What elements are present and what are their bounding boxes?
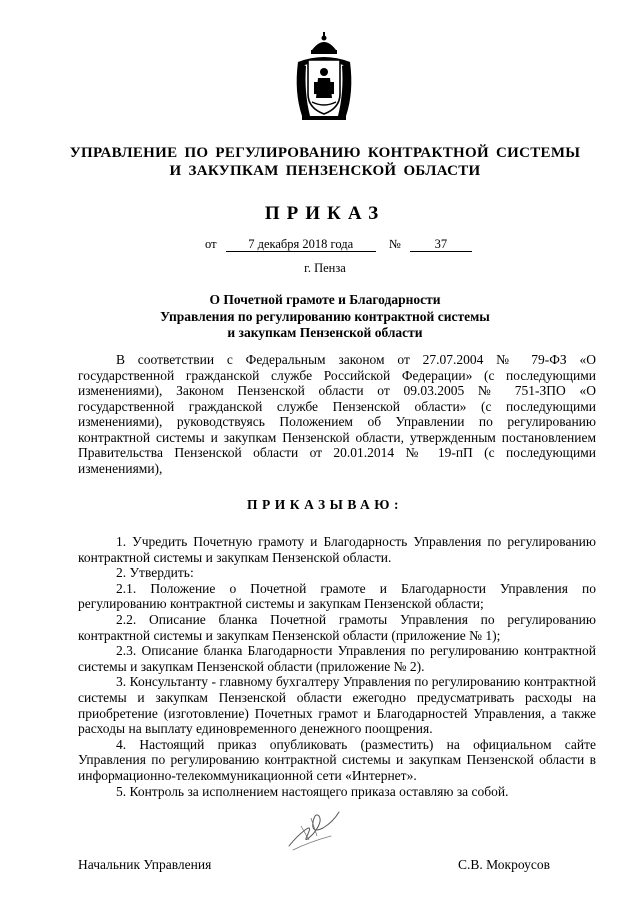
order-date: 7 декабря 2018 года (226, 237, 376, 252)
order-directive-heading: ПРИКАЗЫВАЮ: (247, 497, 403, 512)
organization-name-line1: УПРАВЛЕНИЕ ПО РЕГУЛИРОВАНИЮ КОНТРАКТНОЙ СИСТЕМЫ (69, 145, 581, 161)
city: г. Пенза (304, 261, 346, 275)
document-type-title: ПРИКАЗ (264, 203, 386, 224)
handwritten-signature (283, 806, 343, 854)
order-items (78, 534, 596, 799)
order-item: 2. Утвердить: (116, 565, 194, 581)
order-item: 2.1. Положение о Почетной грамоте и Благодарности Управления по регулированию контрактной системы и закупкам Пензенской области; (78, 580, 596, 612)
subject-line: О Почетной грамоте и Благодарности (209, 292, 441, 307)
order-item: 5. Контроль за исполнением настоящего приказа оставляю за собой. (116, 783, 509, 799)
order-item: 2.3. Описание бланка Благодарности Управления по регулированию контрактной системы и закупкам Пензенской области (приложение № 2). (78, 643, 596, 674)
order-number: 37 (410, 237, 472, 252)
order-item: 1. Учредить Почетную грамоту и Благодарность Управления по регулированию контрактной системы и закупкам Пензенской области. (78, 534, 596, 565)
signatory-position: Начальник Управления (78, 857, 212, 872)
organization-name-line2: И ЗАКУПКАМ ПЕНЗЕНСКОЙ ОБЛАСТИ (169, 163, 481, 179)
preamble-paragraph: В соответствии с Федеральным законом от 27.07.2004 № 79-ФЗ «О государственной гражданской службе Российской Федерации» (с последующими изменениями), Законом Пензенской области от 09.03.2005 № 751-ЗПО «О государственной гражданской службе Пензенской области» (с последующими изменениями), руководствуясь Положением об Управлении по регулированию контрактной системы и закупкам Пензенской области, утвержденным постановлением Правительства Пензенской области от 20.01.2014 № 19-пП (с последующими изменениями), (78, 352, 596, 476)
order-subject (60, 292, 590, 342)
order-item: 3. Консультанту - главному бухгалтеру Управления по регулированию контрактной системы и закупкам Пензенской области ежегодно предусматривать расходы на приобретение (изготовление) Почетных грамот и Благодарностей Управления, а также расходы на выплату единовременного денежного поощрения. (78, 674, 596, 737)
signatory-name: С.В. Мокроусов (458, 857, 550, 872)
number-label: № (388, 237, 401, 251)
order-item: 4. Настоящий приказ опубликовать (разместить) на официальном сайте Управления по регулированию контрактной системы и закупкам Пензенской области в информационно-телекоммуникационной сети «Интернет». (78, 736, 596, 783)
date-prefix: от (205, 237, 217, 251)
date-number-line (205, 237, 472, 252)
subject-line: и закупкам Пензенской области (227, 325, 423, 340)
subject-line: Управления по регулированию контрактной системы (160, 308, 490, 324)
order-item: 2.2. Описание бланка Почетной грамоты Управления по регулированию контрактной системы и закупкам Пензенской области (приложение № 1); (78, 611, 596, 643)
coat-of-arms-emblem (292, 32, 356, 122)
